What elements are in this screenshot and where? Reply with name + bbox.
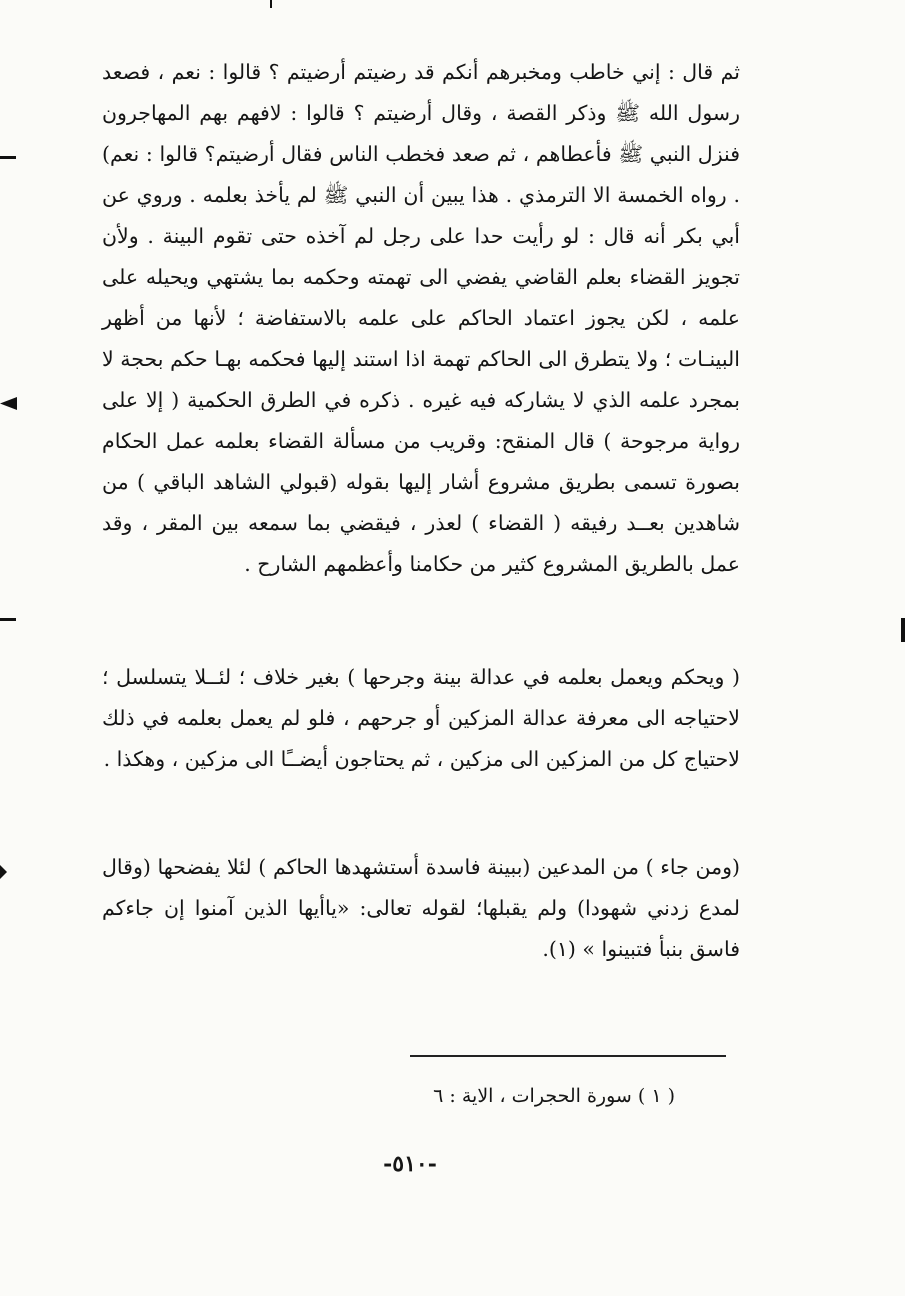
ruling-paragraph: ( ويحكم ويعمل بعلمه في عدالة بينة وجرحها ) بغير خلاف ؛ لئــلا يتسلسل ؛ لاحتياجه الى معرفة عدالة المزكين أو جرحهم ، فلو لم يعمل بعلمه في ذلك لاحتياج كل من المزكين الى مزكين ، ثم يحتاجون أيضــًا الى مزكين ، وهكذا . [102, 665, 740, 771]
scan-edge-mark [0, 156, 16, 159]
footnote: ( ١ ) سورة الحجرات ، الاية : ٦ [433, 1085, 675, 1107]
scan-edge-arrow [0, 397, 17, 410]
footnote-separator [410, 1055, 726, 1057]
page-number: -٥١٠- [383, 1151, 437, 1177]
scan-edge-mark [901, 618, 905, 642]
scan-edge-arrow [0, 865, 7, 879]
evidence-paragraph: (ومن جاء ) من المدعين (ببينة فاسدة أستشهدها الحاكم ) لئلا يفضحها (وقال لمدع زدني شهودا) ولم يقبلها؛ لقوله تعالى: «ياأيها الذين آمنوا إن جاءكم فاسق بنبأ فتبينوا » (١). [102, 855, 740, 961]
scan-top-mark [270, 0, 272, 8]
main-paragraph: ثم قال : إني خاطب ومخبرهم أنكم قد رضيتم أرضيتم ؟ قالوا : نعم ، فصعد رسول الله ﷺ وذكر القصة ، وقال أرضيتم ؟ قالوا : لافهم بهم المهاجرون فنزل النبي ﷺ فأعطاهم ، ثم صعد فخطب الناس فقال أرضيتم؟ قالوا : نعم) . رواه الخمسة الا الترمذي . هذا يبين أن النبي ﷺ لم يأخذ بعلمه . وروي عن أبي بكر أنه قال : لو رأيت حدا على رجل لم آخذه حتى تقوم البينة . ولأن تجويز القضاء بعلم القاضي يفضي الى تهمته وحكمه بما يشتهي ويحيله على علمه ، لكن يجوز اعتماد الحاكم على علمه بالاستفاضة ؛ لأنها من أظهر البينـات ؛ ولا يتطرق الى الحاكم تهمة اذا استند إليها فحكمه بهـا حكم بحجة لا بمجرد علمه الذي لا يشاركه فيه غيره . ذكره في الطرق الحكمية ( إلا على رواية مرجوحة ) قال المنقح: وقريب من مسألة القضاء بعلمه عمل الحكام بصورة تسمى بطريق مشروع أشار إليها بقوله (قبولي الشاهد الباقي ) من شاهدين بعــد رفيقه ( القضاء ) لعذر ، فيقضي بما سمعه بين المقر ، وقد عمل بالطريق المشروع كثير من حكامنا وأعظمهم الشارح . [102, 60, 740, 576]
scan-edge-mark [0, 618, 16, 621]
